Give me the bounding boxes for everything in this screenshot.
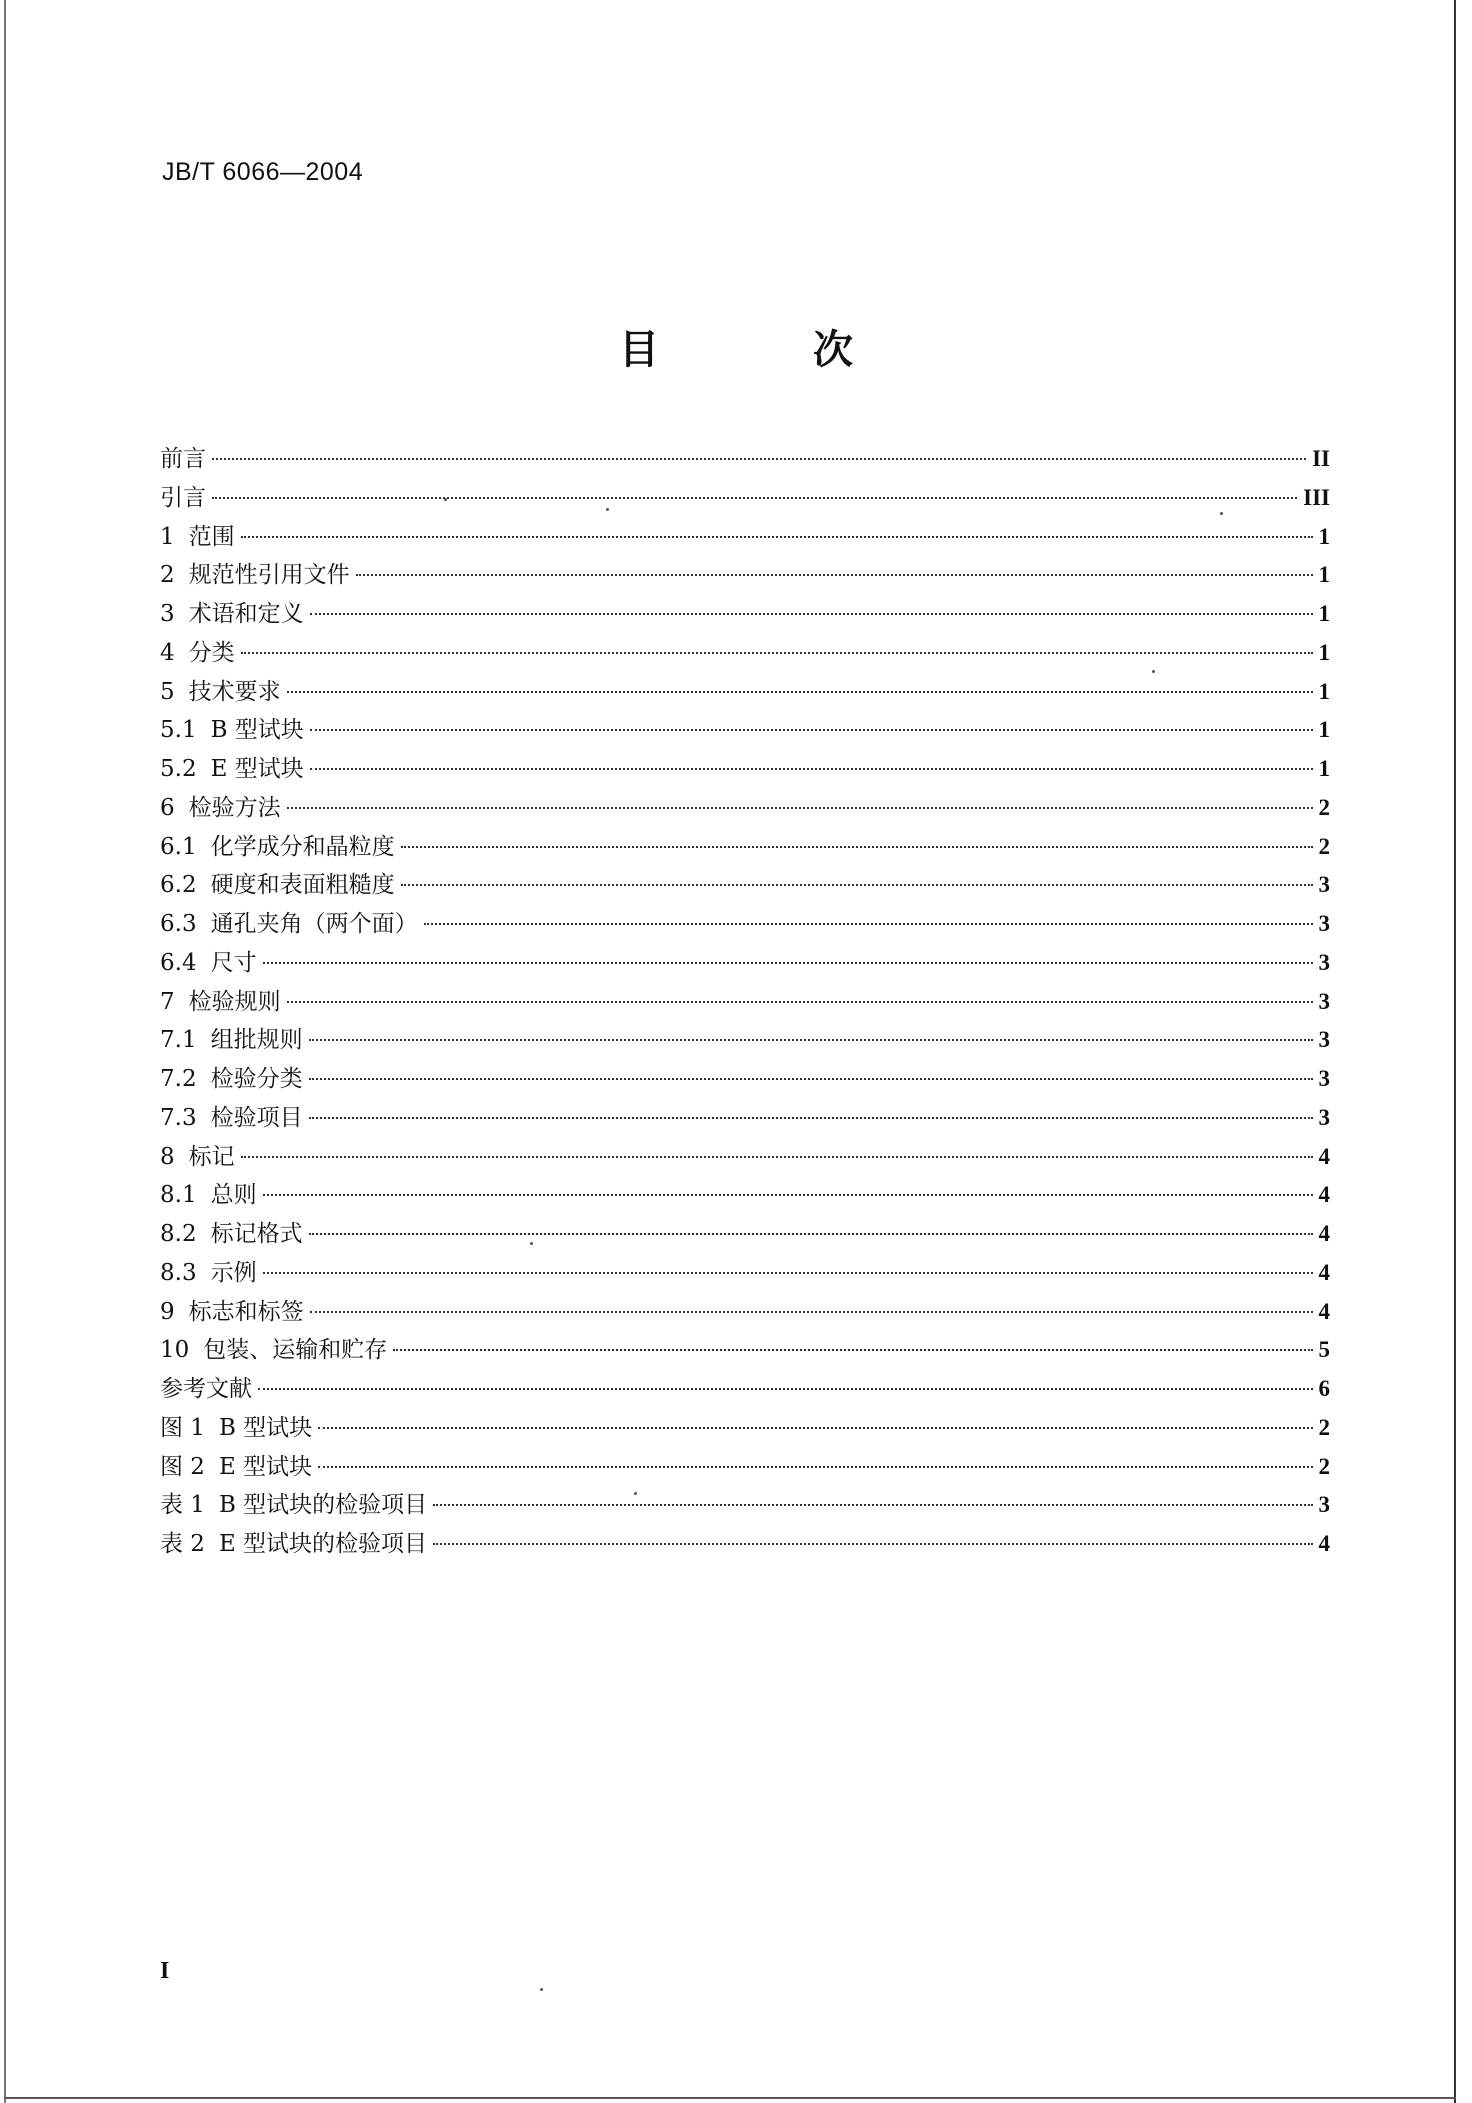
toc-entry-page: 2 — [1318, 1453, 1330, 1479]
toc-entry-page: 4 — [1318, 1182, 1330, 1208]
toc-entry-number: 8.3 — [160, 1259, 197, 1286]
toc-entry-label: 前言 — [160, 446, 206, 472]
toc-dot-leader — [241, 1156, 1313, 1158]
toc-entry-label: 总则 — [210, 1182, 257, 1209]
toc-dot-leader — [241, 652, 1313, 654]
toc-entry-page: 2 — [1318, 1414, 1330, 1440]
toc-dot-leader — [310, 613, 1313, 615]
toc-entry-page: 3 — [1318, 949, 1330, 975]
toc-entry-number: 3 — [160, 601, 175, 627]
toc-entry-number: 6.4 — [160, 949, 197, 976]
toc-entry — [160, 1215, 1330, 1254]
scan-speck — [1220, 512, 1223, 515]
toc-entry-label: 组批规则 — [210, 1027, 303, 1054]
toc-entry — [160, 1176, 1330, 1215]
toc-entry — [160, 1331, 1330, 1370]
toc-entry-label: 检验方法 — [188, 794, 281, 821]
toc-dot-leader — [401, 846, 1313, 848]
toc-title: 目 次 — [619, 327, 923, 373]
toc-entry-page: 4 — [1318, 1531, 1330, 1556]
toc-entry-page: 3 — [1318, 1104, 1330, 1130]
toc-entry-label: B 型试块 — [218, 1414, 313, 1441]
toc-dot-leader — [309, 1233, 1313, 1235]
toc-dot-leader — [287, 807, 1313, 809]
toc-dot-leader — [310, 1311, 1313, 1313]
scan-speck — [634, 1492, 637, 1495]
scan-speck — [530, 1242, 533, 1245]
toc-entry-label: 引言 — [160, 484, 206, 511]
toc-entry-page: 4 — [1318, 1259, 1330, 1285]
scan-speck — [606, 508, 609, 511]
toc-dot-leader — [263, 1194, 1313, 1196]
toc-dot-leader — [212, 458, 1306, 460]
toc-entry — [160, 479, 1330, 518]
scan-speck — [444, 498, 447, 501]
toc-entry-number: 表 1 — [160, 1492, 205, 1519]
toc-entry — [160, 944, 1330, 983]
scan-speck — [540, 1988, 543, 1991]
toc-entry-page: III — [1303, 484, 1330, 510]
toc-dot-leader — [401, 884, 1313, 886]
toc-entry-number: 图 1 — [160, 1414, 205, 1441]
toc-entry-number: 6.2 — [160, 872, 197, 899]
toc-dot-leader — [263, 1272, 1313, 1274]
toc-entry-label: B 型试块的检验项目 — [218, 1492, 428, 1519]
toc-entry-page: 1 — [1318, 678, 1330, 704]
toc-entry — [160, 518, 1330, 557]
toc-dot-leader — [241, 536, 1313, 538]
toc-entry-page: II — [1312, 446, 1330, 471]
toc-entry-number: 8 — [160, 1143, 175, 1170]
page-number: I — [160, 1958, 170, 1984]
toc-entry-page: 4 — [1318, 1221, 1330, 1246]
toc-entry-label: 示例 — [210, 1259, 257, 1286]
document-code: JB/T 6066—2004 — [162, 158, 364, 186]
toc-entry-label: 技术要求 — [188, 678, 281, 705]
toc-entry-number: 图 2 — [160, 1453, 205, 1480]
toc-dot-leader — [310, 768, 1313, 770]
toc-entry-number: 5.1 — [160, 717, 197, 744]
toc-entry-number: 5 — [160, 678, 175, 705]
toc-entry-page: 3 — [1318, 1066, 1330, 1091]
toc-entry-label: 硬度和表面粗糙度 — [210, 872, 395, 899]
toc-entry — [160, 983, 1330, 1022]
toc-entry-label: E 型试块 — [210, 756, 304, 782]
toc-entry — [160, 1448, 1330, 1487]
toc-entry-label: 标记 — [188, 1143, 235, 1170]
toc-entry-page: 1 — [1318, 717, 1330, 743]
toc-entry — [160, 1060, 1330, 1099]
toc-dot-leader — [424, 923, 1313, 925]
toc-entry-number: 4 — [160, 639, 175, 666]
toc-entry-label: 规范性引用文件 — [188, 562, 350, 589]
toc-entry-label: 分类 — [188, 639, 235, 666]
toc-entry-number: 9 — [160, 1298, 175, 1325]
toc-entry — [160, 440, 1330, 479]
toc-entry — [160, 866, 1330, 905]
toc-entry-label: 化学成分和晶粒度 — [210, 833, 395, 860]
toc-entry — [160, 556, 1330, 595]
toc-entry-label: B 型试块 — [210, 717, 304, 744]
toc-dot-leader — [309, 1078, 1313, 1080]
toc-entry-number: 表 2 — [160, 1531, 205, 1557]
toc-entry-page: 3 — [1318, 988, 1330, 1014]
toc-entry — [160, 789, 1330, 828]
toc-entry-label: E 型试块的检验项目 — [218, 1531, 428, 1557]
toc-entry — [160, 711, 1330, 750]
toc-entry — [160, 750, 1330, 789]
toc-entry-label: 检验规则 — [188, 988, 281, 1015]
toc-entry-page: 1 — [1318, 639, 1330, 665]
toc-dot-leader — [356, 574, 1313, 576]
scan-edge-left — [4, 0, 6, 2103]
toc-dot-leader — [433, 1504, 1312, 1506]
toc-dot-leader — [258, 1388, 1313, 1390]
toc-entry — [160, 1409, 1330, 1448]
toc-entry — [160, 1021, 1330, 1060]
toc-entry — [160, 828, 1330, 867]
toc-entry — [160, 1254, 1330, 1293]
toc-entry-number: 7.1 — [160, 1027, 197, 1054]
toc-dot-leader — [287, 691, 1313, 693]
toc-entry-number: 6.3 — [160, 911, 197, 937]
toc-entry — [160, 634, 1330, 673]
toc-entry-page: 6 — [1318, 1376, 1330, 1401]
toc-dot-leader — [310, 729, 1313, 731]
scan-speck — [1152, 670, 1155, 673]
toc-dot-leader — [309, 1117, 1313, 1119]
toc-entry-number: 2 — [160, 562, 175, 589]
toc-entry-page: 3 — [1318, 872, 1330, 898]
toc-entry-page: 1 — [1318, 562, 1330, 588]
toc-entry-label: 检验分类 — [210, 1066, 303, 1092]
toc-entry-page: 2 — [1318, 833, 1330, 859]
toc-entry-label: 标记格式 — [210, 1221, 303, 1247]
toc-entry-number: 7.2 — [160, 1066, 197, 1092]
toc-entry-page: 4 — [1318, 1298, 1330, 1324]
toc-entry-label: 标志和标签 — [188, 1298, 304, 1325]
toc-entry-number: 6.1 — [160, 833, 197, 860]
toc-entry-label: 包装、运输和贮存 — [203, 1337, 388, 1364]
toc-entry-number: 6 — [160, 794, 175, 821]
toc-entry-number: 7.3 — [160, 1104, 197, 1131]
toc-entry — [160, 1293, 1330, 1332]
toc-entry — [160, 905, 1330, 944]
toc-entry-page: 4 — [1318, 1143, 1330, 1169]
toc-entry-number: 8.2 — [160, 1221, 197, 1247]
scan-edge-right — [1454, 0, 1456, 2103]
toc-entry — [160, 1370, 1330, 1409]
toc-dot-leader — [318, 1427, 1312, 1429]
toc-dot-leader — [433, 1543, 1312, 1545]
toc-entry — [160, 1486, 1330, 1525]
toc-entry — [160, 1525, 1330, 1564]
toc-entry-label: 检验项目 — [210, 1104, 303, 1131]
toc-dot-leader — [393, 1349, 1312, 1351]
toc-entry-number: 10 — [160, 1337, 190, 1364]
toc-entry-page: 5 — [1318, 1337, 1330, 1363]
toc-entry — [160, 673, 1330, 712]
toc-dot-leader — [212, 497, 1297, 499]
toc-entry-label: 参考文献 — [160, 1376, 252, 1402]
scan-edge-bottom — [4, 2097, 1456, 2099]
toc-entry-label: 通孔夹角（两个面） — [210, 911, 418, 937]
toc-entry-label: 范围 — [188, 523, 235, 550]
toc-dot-leader — [287, 1001, 1313, 1003]
toc-entry-page: 2 — [1318, 794, 1330, 820]
toc-entry-label: 尺寸 — [210, 949, 257, 976]
toc-entry-label: 术语和定义 — [188, 601, 304, 627]
toc-entry-number: 5.2 — [160, 756, 197, 782]
toc-entry-page: 3 — [1318, 1492, 1330, 1518]
toc-entry — [160, 595, 1330, 634]
toc-dot-leader — [263, 962, 1313, 964]
toc-entry-number: 7 — [160, 988, 175, 1015]
toc-entry-page: 1 — [1318, 601, 1330, 626]
toc-entry — [160, 1099, 1330, 1138]
toc-entry-page: 3 — [1318, 911, 1330, 936]
toc-entry-number: 1 — [160, 523, 175, 550]
toc-entry-label: E 型试块 — [218, 1453, 313, 1480]
toc-entry — [160, 1138, 1330, 1177]
toc-dot-leader — [318, 1466, 1312, 1468]
toc-entry-page: 1 — [1318, 756, 1330, 781]
toc-list — [160, 440, 1330, 1564]
toc-entry-number: 8.1 — [160, 1182, 197, 1209]
toc-entry-page: 3 — [1318, 1027, 1330, 1053]
toc-dot-leader — [309, 1039, 1313, 1041]
toc-entry-page: 1 — [1318, 523, 1330, 549]
